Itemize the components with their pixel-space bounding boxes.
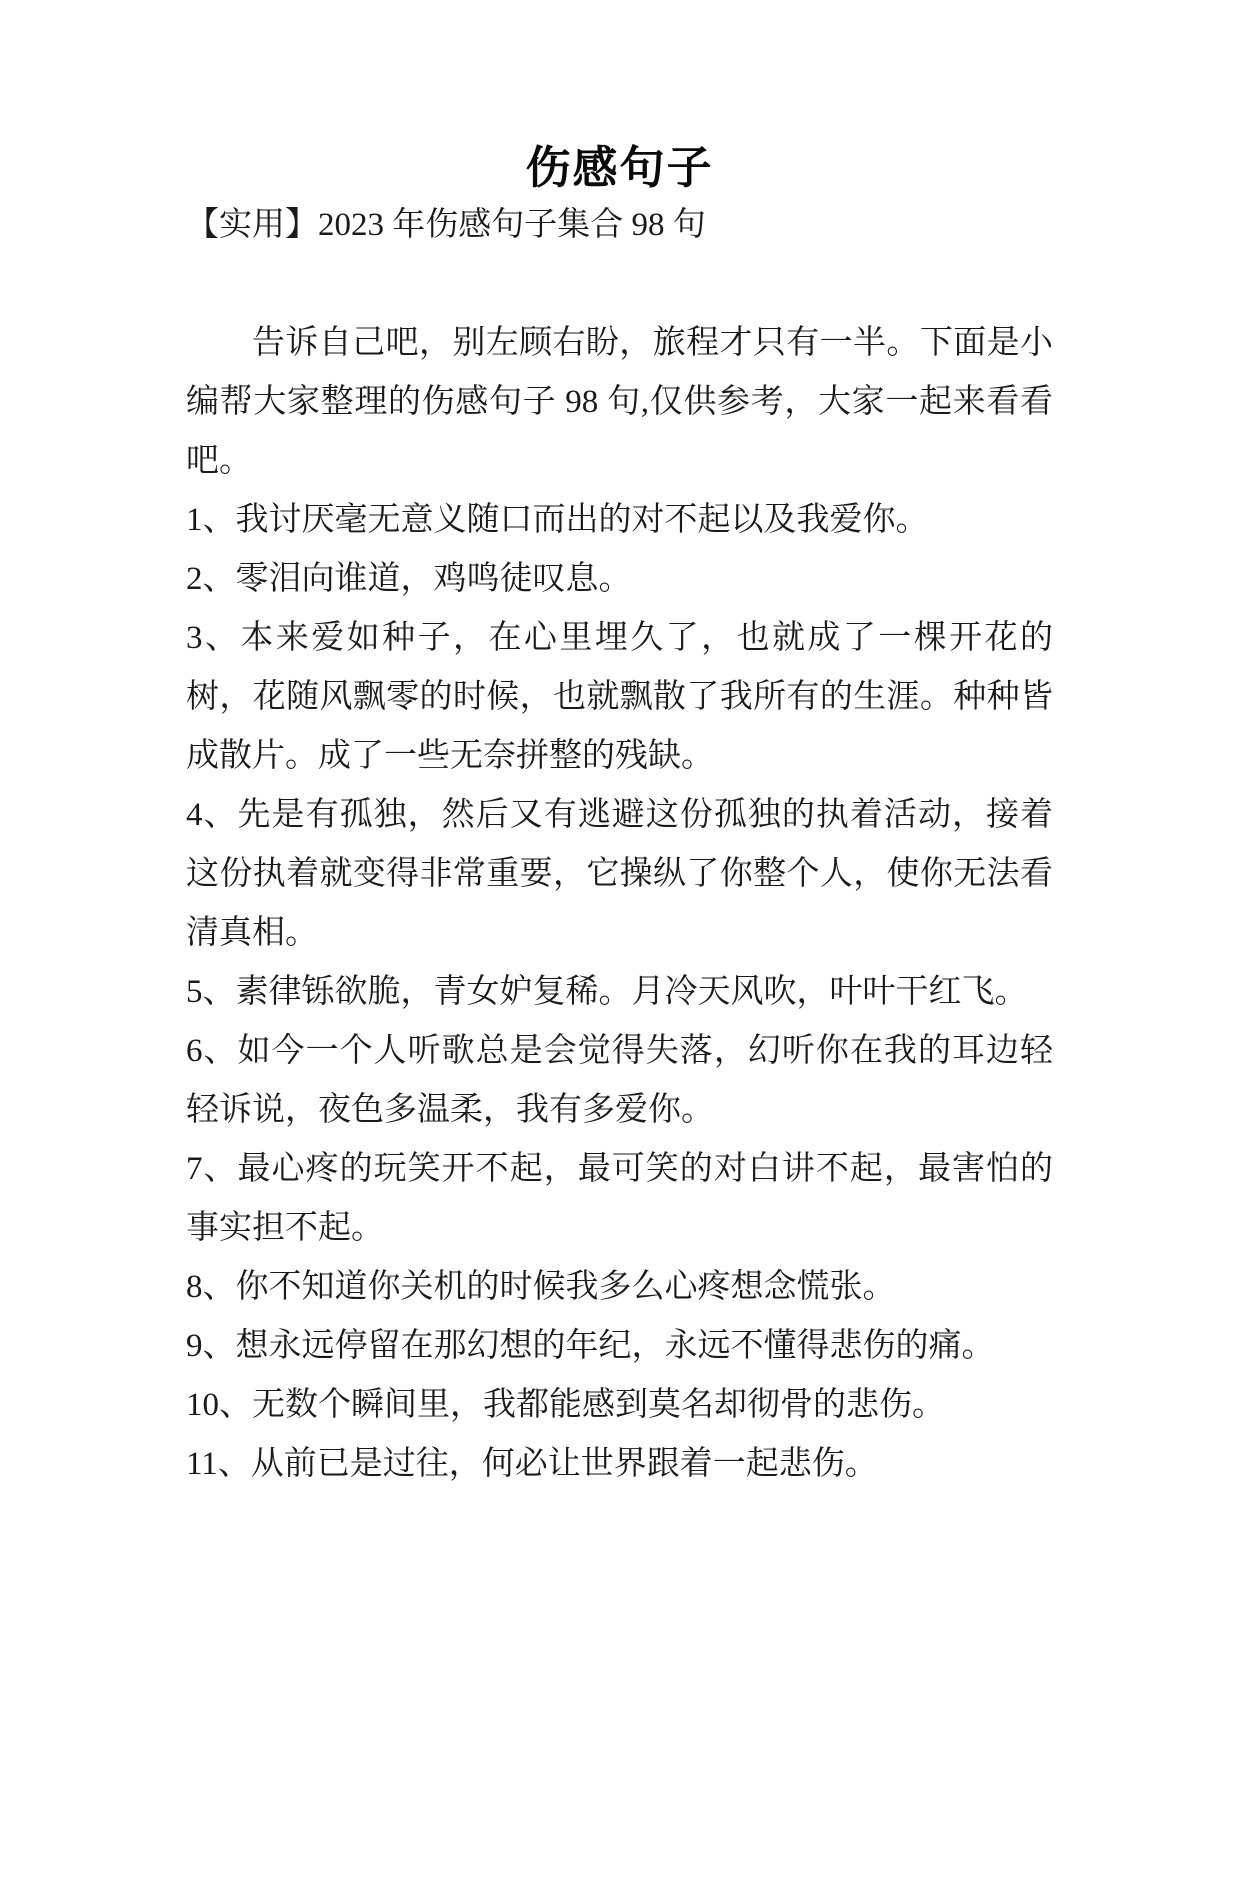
sentence-item-2: 2、零泪向谁道，鸡鸣徒叹息。 — [186, 561, 632, 598]
sentence-item-1: 1、我讨厌毫无意义随口而出的对不起以及我爱你。 — [186, 502, 929, 539]
sentence-item-4: 4、先是有孤独，然后又有逃避这份孤独的执着活动，接着这份执着就变得非常重要，它操纵了你整个人，使你无法看清真相。 — [186, 797, 1053, 952]
sentence-item-6: 6、如今一个人听歌总是会觉得失落，幻听你在我的耳边轻轻诉说，夜色多温柔，我有多爱你。 — [186, 1033, 1053, 1129]
sentence-item-5: 5、素律铄欲脆，青女妒复稀。月冷天风吹，叶叶干红飞。 — [186, 974, 1028, 1011]
sentence-item-8: 8、你不知道你关机的时候我多么心疼想念慌张。 — [186, 1269, 896, 1306]
sentence-item-10: 10、无数个瞬间里，我都能感到莫名却彻骨的悲伤。 — [186, 1387, 945, 1424]
document-page — [0, 140, 1241, 1894]
intro-paragraph: 告诉自己吧，别左顾右盼，旅程才只有一半。下面是小编帮大家整理的伤感句子 98 句,仅供参考，大家一起来看看吧。 — [186, 325, 1053, 480]
document-title: 伤感句子 — [525, 143, 714, 193]
sentence-item-7: 7、最心疼的玩笑开不起，最可笑的对白讲不起，最害怕的事实担不起。 — [186, 1151, 1053, 1247]
document-subtitle: 【实用】2023 年伤感句子集合 98 句 — [186, 207, 706, 244]
sentence-item-3: 3、本来爱如种子，在心里埋久了，也就成了一棵开花的树，花随风飘零的时候，也就飘散了我所有的生涯。种种皆成散片。成了一些无奈拼整的残缺。 — [186, 620, 1053, 775]
sentence-item-11: 11、从前已是过往，何必让世界跟着一起悲伤。 — [186, 1446, 878, 1483]
sentence-item-9: 9、想永远停留在那幻想的年纪，永远不懂得悲伤的痛。 — [186, 1328, 995, 1365]
